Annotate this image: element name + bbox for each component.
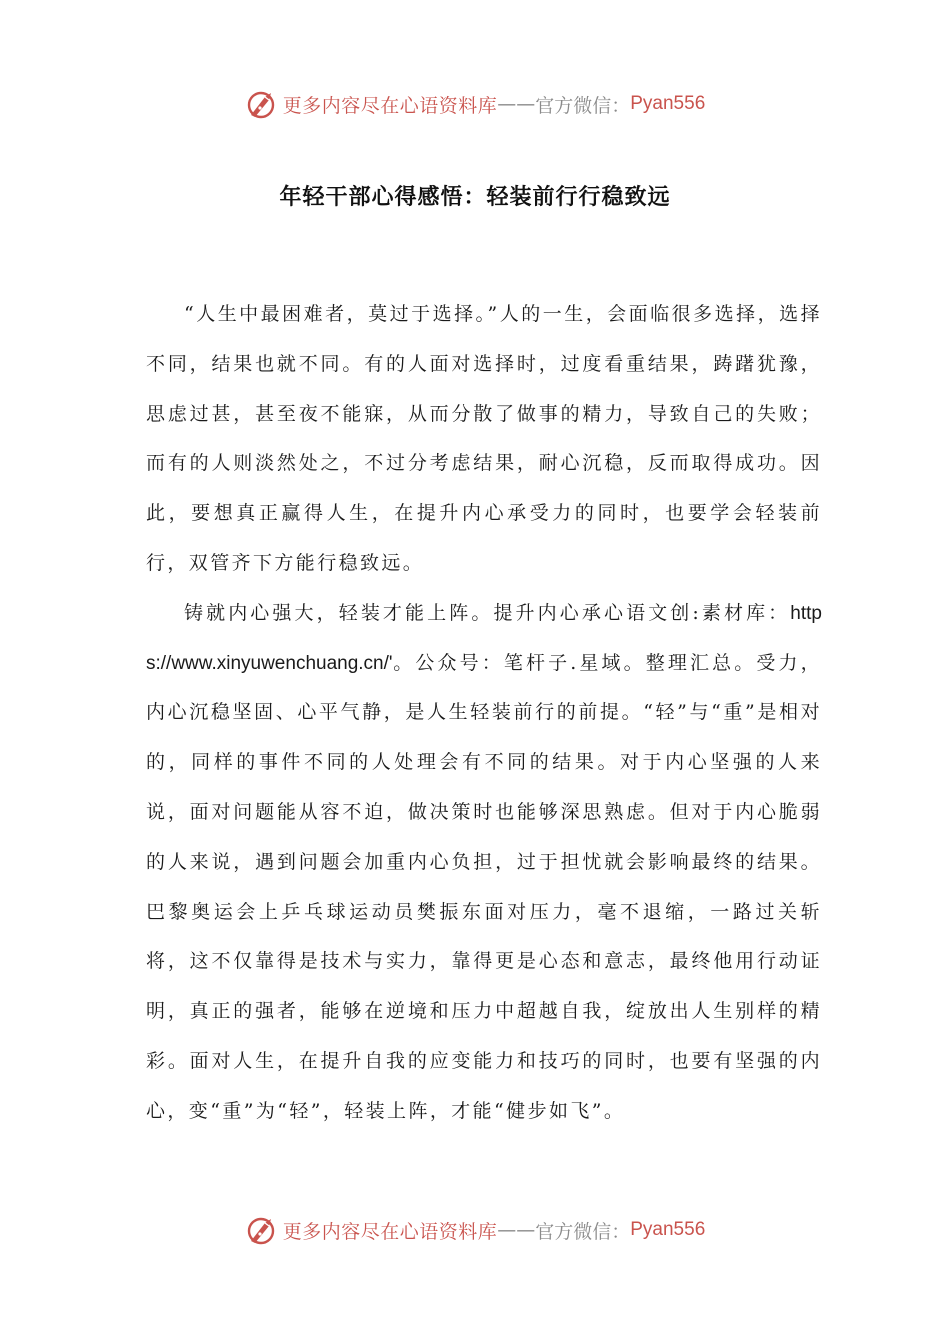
banner-slogan: 更多内容尽在心语资料库 xyxy=(282,94,498,117)
banner-wechat-label: 官方微信： xyxy=(535,94,631,117)
footer-wechat-label: 官方微信： xyxy=(535,1220,631,1243)
footer-wechat-id: Pyan556 xyxy=(630,1219,706,1240)
paragraph-2 xyxy=(146,589,822,1137)
footer-banner xyxy=(0,1210,950,1250)
footer-dash: —— xyxy=(497,1219,536,1241)
pen-nib-logo-icon xyxy=(245,1213,279,1247)
pen-nib-logo-icon xyxy=(245,87,279,121)
source-url-link[interactable]: https://www.xinyuwenchuang.cn/' xyxy=(146,602,822,674)
document-body xyxy=(146,290,822,1137)
paragraph-1: “人生中最困难者，莫过于选择。”人的一生，会面临很多选择，选择不同，结果也就不同。有的人面对选择时，过度看重结果，踌躇犹豫，思虑过甚，甚至夜不能寐，从而分散了做事的精力，导致自己的失败；而有的人则淡然处之，不过分考虑结果，耐心沉稳，反而取得成功。因此，要想真正赢得人生，在提升内心承受力的同时，也要学会轻装前行，双管齐下方能行稳致远。 xyxy=(146,303,822,574)
paragraph-2-lead: 铸就内心强大，轻装才能上阵。提升内心承心语文创:素材库： xyxy=(184,601,791,624)
paragraph-2-rest: 。公众号：笔杆子.星域。整理汇总。受力，内心沉稳坚固、心平气静，是人生轻装前行的前提。“轻”与“重”是相对的，同样的事件不同的人处理会有不同的结果。对于内心坚强的人来说，面对问题能从容不迫，做决策时也能够深思熟虑。但对于内心脆弱的人来说，遇到问题会加重内心负担，过于担忧就会影响最终的结果。巴黎奥运会上乒乓球运动员樊振东面对压力，毫不退缩，一路过关斩将，这不仅靠得是技术与实力，靠得更是心态和意志，最终他用行动证明，真正的强者，能够在逆境和压力中超越自我，绽放出人生别样的精彩。面对人生，在提升自我的应变能力和技巧的同时，也要有坚强的内心，变“重”为“轻”，轻装上阵，才能“健步如飞”。 xyxy=(146,651,822,1122)
document-title: 年轻干部心得感悟：轻装前行行稳致远 xyxy=(279,185,671,210)
banner-dash: —— xyxy=(497,93,536,115)
footer-slogan: 更多内容尽在心语资料库 xyxy=(282,1220,498,1243)
banner-wechat-id: Pyan556 xyxy=(630,93,706,114)
header-banner xyxy=(0,84,950,124)
